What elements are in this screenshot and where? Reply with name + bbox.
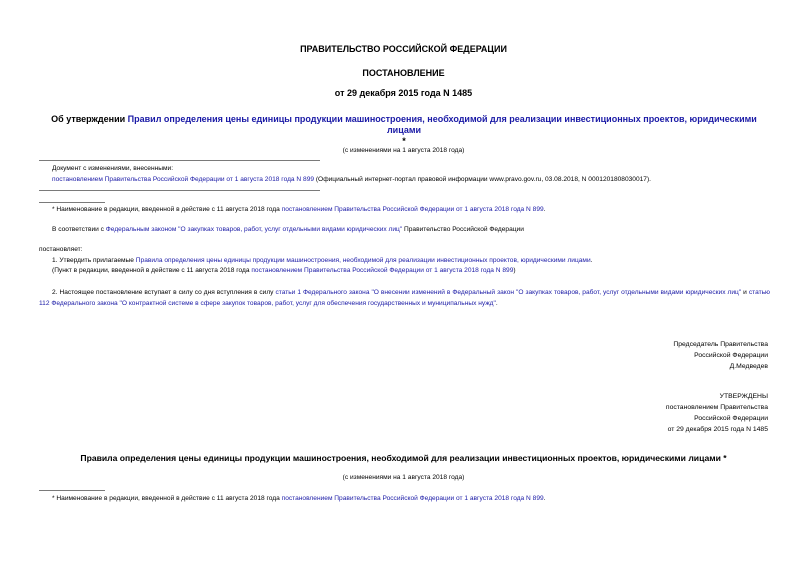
signature-block — [673, 339, 768, 372]
approval-heading: УТВЕРЖДЕНЫ — [719, 393, 768, 400]
item-1-note-end: ) — [513, 267, 516, 274]
government-heading: ПРАВИТЕЛЬСТВО РОССИЙСКОЙ ФЕДЕРАЦИИ — [300, 44, 507, 54]
item-1-note-link[interactable]: постановлением Правительства Российской Федерации от 1 августа 2018 года N 899 — [251, 267, 514, 274]
rules-changes-note: (с изменениями на 1 августа 2018 года) — [342, 474, 465, 481]
divider — [39, 160, 320, 161]
title-footnote-mark: * — [402, 136, 406, 146]
signature-org: Российской Федерации — [694, 352, 768, 359]
rules-link[interactable]: Правила определения цены единицы продукции машиностроения, необходимой для реализации инвестиционных проектов, юридическими лицами — [135, 257, 591, 264]
document-title — [39, 114, 769, 147]
item-1-note-prefix: (Пункт в редакции, введенной в действие с 11 августа 2018 года — [52, 267, 252, 274]
item-1 — [52, 256, 593, 267]
footnote-text: * Наименование в редакции, введенной в действие с 11 августа 2018 года — [52, 206, 282, 213]
preamble-suffix: Правительство Российской Федерации — [402, 226, 524, 233]
document-date: от 29 декабря 2015 года N 1485 — [334, 88, 473, 98]
changes-note: (с изменениями на 1 августа 2018 года) — [342, 147, 465, 154]
amendment-link[interactable]: постановлением Правительства Российской Федерации от 1 августа 2018 года N 899 — [52, 176, 315, 183]
amendment-source: (Официальный интернет-портал правовой информации www.pravo.gov.ru, 03.08.2018, N 0001201808030017). — [314, 176, 651, 183]
preamble — [52, 225, 524, 236]
divider — [39, 190, 320, 191]
approval-line: постановлением Правительства — [665, 404, 768, 411]
rules-title: Правила определения цены единицы продукции машиностроения, необходимой для реализации инвестиционных проектов, юридическими лицами * — [80, 453, 727, 463]
signature-title: Председатель Правительства — [673, 341, 768, 348]
approval-line: Российской Федерации — [694, 415, 768, 422]
footnote-end: . — [543, 206, 546, 213]
rules-footnote-end: . — [543, 495, 546, 502]
footnote-divider — [39, 202, 105, 203]
amendments-label: Документ с изменениями, внесенными: — [52, 165, 174, 172]
item-2 — [39, 288, 770, 309]
law-article-1-link[interactable]: статьи 1 Федерального закона "О внесении изменений в Федеральный закон "О закупках товаров, работ, услуг отдельными видами юридических лиц" — [275, 289, 742, 296]
law-article-112-link[interactable]: статью 112 Федерального закона "О контрактной системе в сфере закупок товаров, работ, услуг для обеспечения государственных и муниципальных нужд" — [39, 289, 770, 307]
title-rules-link[interactable]: Правил определения цены единицы продукции машиностроения, необходимой для реализации инвестиционных проектов, юридическими лицами — [127, 114, 757, 135]
item-1-end: . — [590, 257, 593, 264]
federal-law-link[interactable]: Федеральным законом "О закупках товаров, работ, услуг отдельными видами юридических лиц" — [105, 226, 403, 233]
item-1-note — [52, 266, 516, 277]
amendments-entry — [52, 175, 651, 186]
preamble-prefix: В соответствии с — [52, 226, 106, 233]
rules-footnote-link[interactable]: постановлением Правительства Российской Федерации от 1 августа 2018 года N 899 — [281, 495, 544, 502]
document-type: ПОСТАНОВЛЕНИЕ — [362, 68, 445, 78]
footnote-link[interactable]: постановлением Правительства Российской Федерации от 1 августа 2018 года N 899 — [281, 206, 544, 213]
resolves-word: постановляет: — [39, 246, 83, 253]
item-2-end: . — [495, 299, 498, 307]
signature-name: Д.Медведев — [729, 363, 768, 370]
approval-block — [666, 391, 768, 435]
approval-date: от 29 декабря 2015 года N 1485 — [667, 426, 768, 433]
rules-footnote — [52, 494, 546, 505]
item-1-prefix: 1. Утвердить прилагаемые — [52, 257, 136, 264]
footnote-divider — [39, 490, 105, 491]
item-2-prefix: 2. Настоящее постановление вступает в силу со дня вступления в силу — [52, 289, 276, 296]
footnote — [52, 205, 546, 216]
rules-footnote-text: * Наименование в редакции, введенной в действие с 11 августа 2018 года — [52, 495, 282, 502]
item-2-mid: и — [741, 289, 749, 296]
title-prefix: Об утверждении — [51, 114, 128, 124]
